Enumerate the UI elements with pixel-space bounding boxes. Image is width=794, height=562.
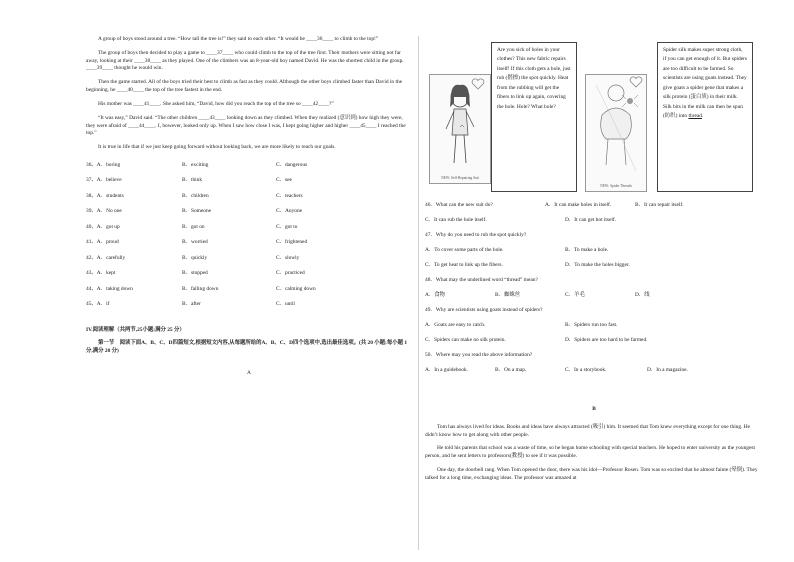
ads-block: [425, 36, 763, 192]
section-heading: IV.阅读理解（共两节,25小题;满分 25 分）: [86, 327, 185, 334]
option-a[interactable]: A．In a guidebook.: [425, 366, 468, 373]
question-47-options-ab: [425, 243, 763, 258]
question-46: [425, 198, 763, 213]
option-b[interactable]: B．It can repair itself.: [635, 201, 684, 208]
heart-badge-2: [629, 76, 643, 88]
options-row-45: [86, 298, 412, 314]
questions-block: [425, 198, 763, 378]
ad-text-suit-body: Are you sick of holes in your clothes? This new fabric repairs itself! If this cloth gets a hole, just rub (揩擦) the spot quickly. Heat from the rubbing will get the fibers to link up again, covering the hole. Hole? What hole?: [497, 47, 571, 110]
option-c[interactable]: C．practiced: [276, 270, 305, 277]
option-c[interactable]: C．calming down: [276, 285, 316, 292]
options-row-41: [86, 236, 412, 252]
option-d[interactable]: D．Spiders are too hard to be farmed.: [565, 336, 648, 343]
option-c[interactable]: C．Anyone: [276, 208, 303, 215]
option-c[interactable]: C．Spiders can make no silk protein.: [425, 336, 506, 343]
option-c[interactable]: C．see: [276, 177, 292, 184]
passage-b-paragraph-1: Tom has always lived for ideas. Books and ideas have always attracted (吸引) him. It seemed that Tom knew everything except for one thing. He didn’t know how to get along with other people.: [425, 423, 751, 438]
option-a[interactable]: A．食物: [425, 291, 446, 298]
question-49: [425, 303, 763, 318]
ad-spider-text: Spider silk makes super strong cloth, if you can get enough of it. But spiders are too difficult to be farmed. So scientists are using goats instead. They give goats a spider gene that makes a silk protein (蛋白质) in their milk. Silk bits in the milk can then be spun (纺织) into: [663, 47, 747, 120]
question-47-options-cd: [425, 258, 763, 273]
option-b[interactable]: B．On a map.: [495, 366, 527, 373]
option-a[interactable]: A．To cover some parts of the hole.: [425, 246, 504, 253]
option-b[interactable]: B．after: [182, 301, 201, 308]
option-b[interactable]: B．worried: [182, 239, 208, 246]
option-a[interactable]: 42、A．carefully: [86, 254, 126, 261]
option-a[interactable]: 39、A．No one: [86, 208, 122, 215]
column-divider: [418, 36, 419, 550]
option-c[interactable]: C．It can rub the hole itself.: [425, 216, 487, 223]
cloze-paragraph-3: Then the game started. All of the boys tried their best to climb as fast as they could. Although the other boys climbed faster than David in the beginning, he ____40____ the top of the tree fastest in the end.: [86, 79, 403, 94]
spider-caption: NEW: Spider Threads: [600, 183, 632, 188]
goat-spider-icon: [586, 75, 646, 179]
option-b[interactable]: B．children: [182, 192, 209, 199]
options-row-39: [86, 205, 412, 221]
option-a[interactable]: 40、A．got up: [86, 223, 120, 230]
option-b[interactable]: B．Someone: [182, 208, 212, 215]
cloze-paragraph-2: The group of boys then decided to play a game to ____37____ who could climb to the top of the tree first. Their mothers were sitting not far away, looking at their ____38____ as they played. One of the climbers was an 8-year-old boy named David. He was the shortest child in the group. ____39____ thought he would win.: [86, 49, 404, 72]
woman-figure-icon: [430, 75, 490, 175]
option-b[interactable]: B．To make a hole.: [565, 246, 609, 253]
option-a[interactable]: 44、A．taking down: [86, 285, 133, 292]
suit-caption: NEW: Self-Repairing Suit: [441, 175, 479, 180]
option-a[interactable]: 45、A．if: [86, 301, 110, 308]
cloze-paragraph-4: His mother was ____41____. She asked him, “David, how did you reach the top of the tree so ____42____?”: [98, 100, 334, 107]
section-instruction: 第一节 阅读下面A、B、C、D四篇短文,根据短文内容,从每题所给的A、B、C、D四个选项中,选出最佳选项。(共 20 小题;每小题 1 分,满分 20 分): [86, 339, 408, 354]
question-48: [425, 273, 763, 288]
option-d[interactable]: D．In a magazine.: [647, 366, 688, 373]
question-text: 49．Why are scientists using goats instead of spiders?: [425, 306, 543, 313]
option-c[interactable]: C．got to: [276, 223, 298, 230]
question-50-options: [425, 363, 763, 378]
question-48-options: [425, 288, 763, 303]
option-a[interactable]: 43、A．kept: [86, 270, 116, 277]
options-row-40: [86, 220, 412, 236]
passage-a-label: A: [247, 369, 251, 376]
passage-b-paragraph-3: One day, the doorbell rang. When Tom opened the door, there was his idol—Professor Rosen. Tom was so excited that he almost fainte (晕倒). They talked for a long time, exchanging ideas. The professor was amazed at: [425, 467, 758, 481]
right-column: [425, 36, 763, 489]
cloze-paragraph-6: It is true in life that if we just keep going forward without looking back, we are more likely to reach our goals.: [98, 144, 336, 151]
option-c[interactable]: C．teachers: [276, 192, 303, 199]
options-row-42: [86, 251, 412, 267]
option-b[interactable]: B．exciting: [182, 161, 209, 168]
question-text: 47．Why do you need to rub the spot quickly?: [425, 231, 527, 238]
option-d[interactable]: D．It can get hot itself.: [565, 216, 617, 223]
cloze-paragraph-5: “It was easy,” David said. “The other children ____43____ looking down as they climbed. When they realized (意识到) how high they were, they were afraid of ____44____. I, however, looked only up. When I saw how close I was, I kept going higher and higher ____45____ I reached the top.”: [86, 114, 406, 137]
option-d[interactable]: D．线: [635, 291, 650, 298]
option-b[interactable]: B．think: [182, 177, 203, 184]
ad-text-suit: [491, 42, 577, 192]
spider-thread-illustration: [585, 74, 647, 192]
question-50: [425, 348, 763, 363]
options-row-43: [86, 267, 412, 283]
question-49-options-ab: [425, 318, 763, 333]
options-row-36: [86, 158, 412, 174]
option-b[interactable]: B．got on: [182, 223, 205, 230]
ad-spider-text-end: .: [701, 113, 704, 120]
underlined-word-thread: thread: [688, 113, 702, 120]
option-a[interactable]: A．It can make holes in itself.: [545, 201, 612, 208]
question-49-options-cd: [425, 333, 763, 348]
option-b[interactable]: B．Spiders run too fast.: [565, 321, 618, 328]
passage-b-paragraph-2: He told his parents that school was a waste of time, so he began home schooling with special teachers. He hoped to enter university as the youngest person, and he sent letters to professors(教授) to see if it was possible.: [425, 445, 755, 460]
option-b[interactable]: B．falling down: [182, 285, 219, 292]
option-a[interactable]: 36、A．boring: [86, 161, 121, 168]
options-row-38: [86, 189, 412, 205]
option-a[interactable]: 38、A．students: [86, 192, 124, 199]
option-b[interactable]: B．quickly: [182, 254, 208, 261]
option-c[interactable]: C．In a storybook.: [565, 366, 607, 373]
options-row-44: [86, 282, 412, 298]
option-c[interactable]: C．until: [276, 301, 295, 308]
cloze-options: [86, 158, 412, 313]
option-b[interactable]: B．stopped: [182, 270, 208, 277]
heart-badge: [471, 78, 485, 90]
heart-icon: [471, 78, 485, 90]
question-47: [425, 228, 763, 243]
option-d[interactable]: D．To make the holes bigger.: [565, 261, 630, 268]
ad-text-spider-body: [663, 46, 747, 122]
option-c[interactable]: C．To get heat to link up the fibers.: [425, 261, 503, 268]
option-a[interactable]: A．Goats are easy to catch.: [425, 321, 486, 328]
passage-b-label: B: [592, 406, 596, 412]
question-text: 46．What can the new suit do?: [425, 201, 493, 208]
question-text: 48．What may the underlined word “thread” mean?: [425, 276, 538, 283]
question-text: 50．Where may you read the above information?: [425, 351, 533, 358]
option-a[interactable]: 41、A．proud: [86, 239, 119, 246]
cloze-paragraph-1: A group of boys stood around a tree. “How tall the tree is!” they said to each other. “It would be ____36____ to climb to the top!”: [98, 36, 379, 42]
option-c[interactable]: C．dangerous: [276, 161, 308, 168]
question-46-options: [425, 213, 763, 228]
ad-text-spider: [657, 42, 753, 192]
option-c[interactable]: C．slowly: [276, 254, 300, 261]
options-row-37: [86, 174, 412, 190]
suit-illustration: [429, 74, 491, 184]
heart-icon: [629, 76, 643, 88]
option-c[interactable]: C．frightened: [276, 239, 308, 246]
left-column: [86, 36, 412, 377]
option-a[interactable]: 37、A．believe: [86, 177, 122, 184]
passage-b: [425, 406, 763, 483]
option-c[interactable]: C．羊毛: [565, 291, 585, 298]
option-b[interactable]: B．蜘蛛丝: [495, 291, 521, 298]
